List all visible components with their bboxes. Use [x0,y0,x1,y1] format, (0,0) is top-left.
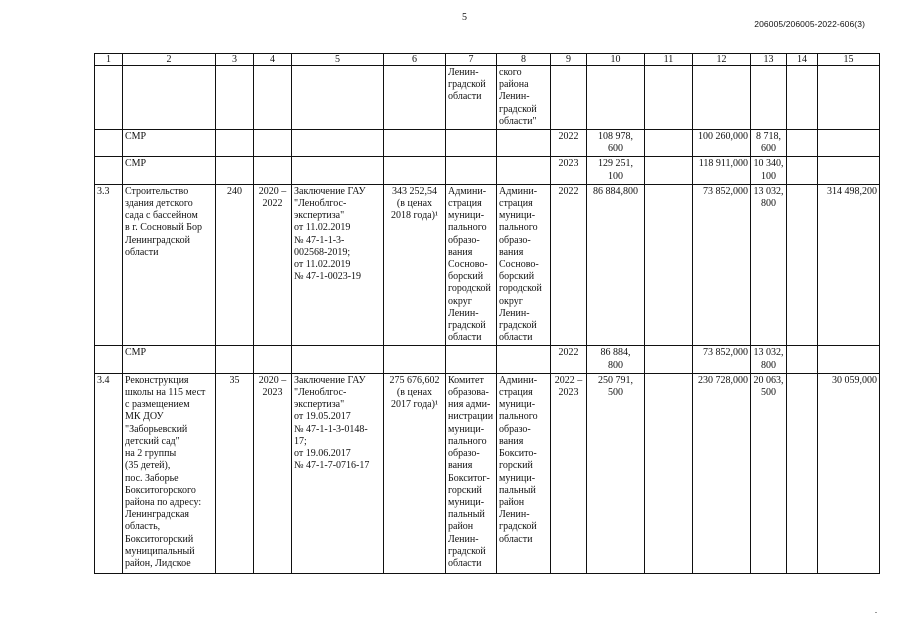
col-header: 14 [787,54,818,66]
table-cell: 100 260,000 [693,130,751,157]
table-cell: 314 498,200 [818,184,880,346]
table-row [95,157,880,184]
col-header: 11 [645,54,693,66]
table-cell: 129 251, 100 [587,157,645,184]
table-cell: 73 852,000 [693,346,751,373]
table-cell: Админи- страция муници- пального образо- вания Боксито- горский муници- пальный район Ленин- градской области [497,373,551,573]
page-number: 5 [462,12,467,23]
table-row [95,130,880,157]
column-number-row [95,54,880,66]
table-cell: Заключение ГАУ "Леноблгос- экспертиза" от 19.05.2017 № 47-1-1-3-0148- 17; от 19.06.2017 № 47-1-7-0716-17 [292,373,384,573]
col-header: 10 [587,54,645,66]
table-cell: 275 676,602 (в ценах 2017 года)¹ [384,373,446,573]
table-cell: Админи- страция муници- пального образо- вания Сосново- борский городской округ Ленин- градской области [446,184,497,346]
table-cell: 2022 [551,346,587,373]
table-cell: 118 911,000 [693,157,751,184]
scan-speck [875,612,877,613]
table-row [95,346,880,373]
table-cell: 73 852,000 [693,184,751,346]
table-cell: 2020 – 2022 [254,184,292,346]
col-header: 13 [751,54,787,66]
table-cell: 30 059,000 [818,373,880,573]
investment-table [94,53,880,574]
table-cell: 20 063, 500 [751,373,787,573]
col-header: 12 [693,54,751,66]
col-header: 5 [292,54,384,66]
col-header: 6 [384,54,446,66]
table-cell: СМР [123,157,216,184]
table-row [95,373,880,573]
document-code: 206005/206005-2022-606(3) [754,19,865,29]
table-cell: 13 032, 800 [751,184,787,346]
table-row [95,184,880,346]
table-cell: 10 340, 100 [751,157,787,184]
table-cell: Строительство здания детского сада с бассейном в г. Сосновый Бор Ленинградской области [123,184,216,346]
col-header: 3 [216,54,254,66]
table-cell: Комитет образова- ния адми- нистрации муници- пального образо- вания Бокситог- горский муници- пальный район Ленин- градской области [446,373,497,573]
table-cell: 240 [216,184,254,346]
table-cell: 86 884,800 [587,184,645,346]
table-cell: 3.4 [95,373,123,573]
table-cell: 3.3 [95,184,123,346]
table-cell: Заключение ГАУ "Леноблгос- экспертиза" от 11.02.2019 № 47-1-1-3- 002568-2019; от 11.02.2019 № 47-1-0023-19 [292,184,384,346]
table-cell: 2020 – 2023 [254,373,292,573]
table-cell: 230 728,000 [693,373,751,573]
table-cell: 13 032, 800 [751,346,787,373]
col-header: 1 [95,54,123,66]
table-cell: 108 978, 600 [587,130,645,157]
table-cell: СМР [123,346,216,373]
table-cell: 8 718, 600 [751,130,787,157]
table-cell: Реконструкция школы на 115 мест с размещением МК ДОУ "Заборьевский детский сад" на 2 группы (35 детей), пос. Заборье Бокситогорского района по адресу: Ленинградская область, Бокситогорский муниципальный район, Лидское [123,373,216,573]
table-cell: СМР [123,130,216,157]
table-cell: 2022 [551,130,587,157]
col-header: 15 [818,54,880,66]
table-cell: 343 252,54 (в ценах 2018 года)¹ [384,184,446,346]
table-cell: Админи- страция муници- пального образо- вания Сосново- борский городской округ Ленин- градской области [497,184,551,346]
table-row [95,66,880,130]
col-header: 8 [497,54,551,66]
table-cell: 250 791, 500 [587,373,645,573]
table-cell: 2022 – 2023 [551,373,587,573]
table-cell: 86 884, 800 [587,346,645,373]
table-cell: Ленин- градской области [446,66,497,130]
table-cell: 2023 [551,157,587,184]
table-cell: ского района Ленин- градской области" [497,66,551,130]
col-header: 4 [254,54,292,66]
table-cell: 2022 [551,184,587,346]
col-header: 2 [123,54,216,66]
col-header: 9 [551,54,587,66]
col-header: 7 [446,54,497,66]
table-cell: 35 [216,373,254,573]
